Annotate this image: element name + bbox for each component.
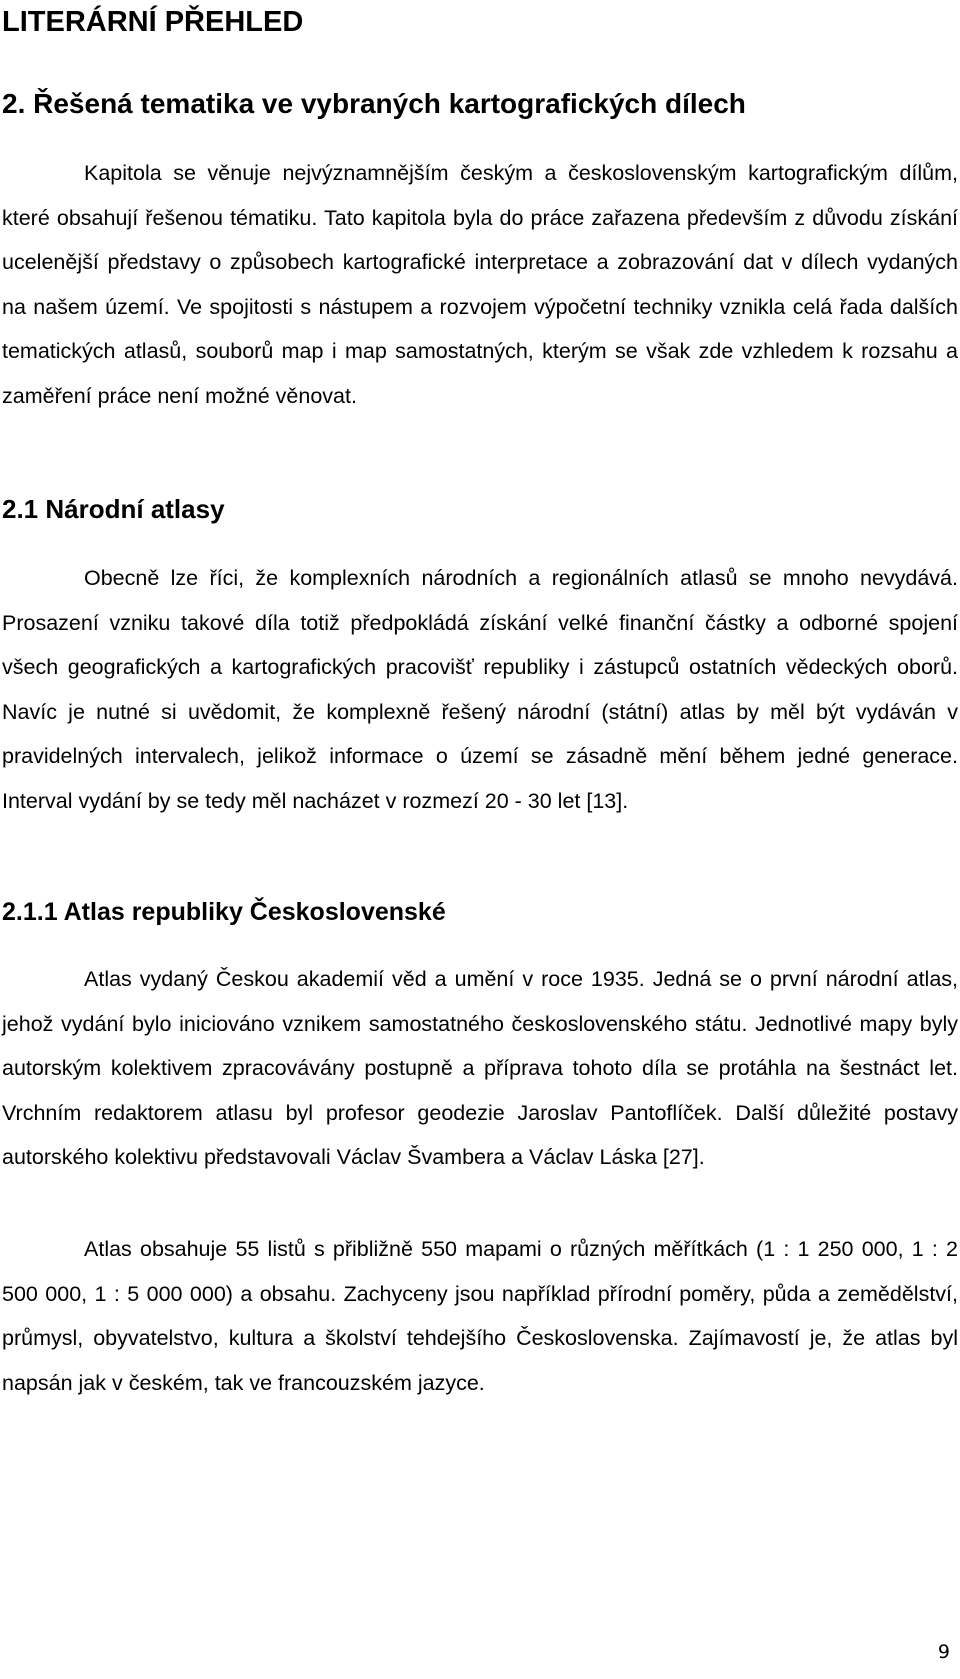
paragraph-intro: Kapitola se věnuje nejvýznamnějším českým a československým kartografickým dílům, které obsahují řešenou tématiku. Tato kapitola byla do práce zařazena především z důvodu získání ucelenější představy o způsobech kartografické interpretace a zobrazování dat v dílech vydaných na našem území. Ve spojitosti s nástupem a rozvojem výpočetní techniky vznikla celá řada dalších tematických atlasů, souborů map i map samostatných, kterým se však zde vzhledem k rozsahu a zaměření práce není možné věnovat. (2, 161, 958, 408)
section-heading: 2. Řešená tematika ve vybraných kartografických dílech (2, 88, 746, 119)
paragraph-national-atlases: Obecně lze říci, že komplexních národních a regionálních atlasů se mnoho nevydává. Prosazení vzniku takové díla totiž předpokládá získání velké finanční částky a odborné spojení všech geografických a kartografických pracovišť republiky i zástupců ostatních vědeckých oborů. Navíc je nutné si uvědomit, že komplexně řešený národní (státní) atlas by měl být vydáván v pravidelných intervalech, jelikož informace o území se zásadně mění během jedné generace. Interval vydání by se tedy měl nacházet v rozmezí 20 - 30 let [13]. (2, 566, 958, 813)
paragraph-atlas-history: Atlas vydaný Českou akademií věd a umění v roce 1935. Jedná se o první národní atlas, jehož vydání bylo iniciováno vznikem samostatného československého státu. Jednotlivé mapy byly autorským kolektivem zpracovávány postupně a příprava tohoto díla se protáhla na šestnáct let. Vrchním redaktorem atlasu byl profesor geodezie Jaroslav Pantoflíček. Další důležité postavy autorského kolektivu představovali Václav Švambera a Václav Láska [27]. (2, 967, 958, 1169)
page-number: 9 (937, 1641, 950, 1663)
paragraph-atlas-contents: Atlas obsahuje 55 listů s přibližně 550 mapami o různých měřítkách (1 : 1 250 000, 1 : 2 500 000, 1 : 5 000 000) a obsahu. Zachyceny jsou například přírodní poměry, půda a zemědělství, průmysl, obyvatelstvo, kultura a školství tehdejšího Československa. Zajímavostí je, že atlas byl napsán jak v českém, tak ve francouzském jazyce. (2, 1237, 958, 1395)
chapter-label: LITERÁRNÍ PŘEHLED (2, 6, 304, 38)
subsubsection-heading-atlas-rc: 2.1.1 Atlas republiky Československé (2, 898, 446, 926)
subsection-heading-national-atlases: 2.1 Národní atlasy (2, 494, 225, 524)
